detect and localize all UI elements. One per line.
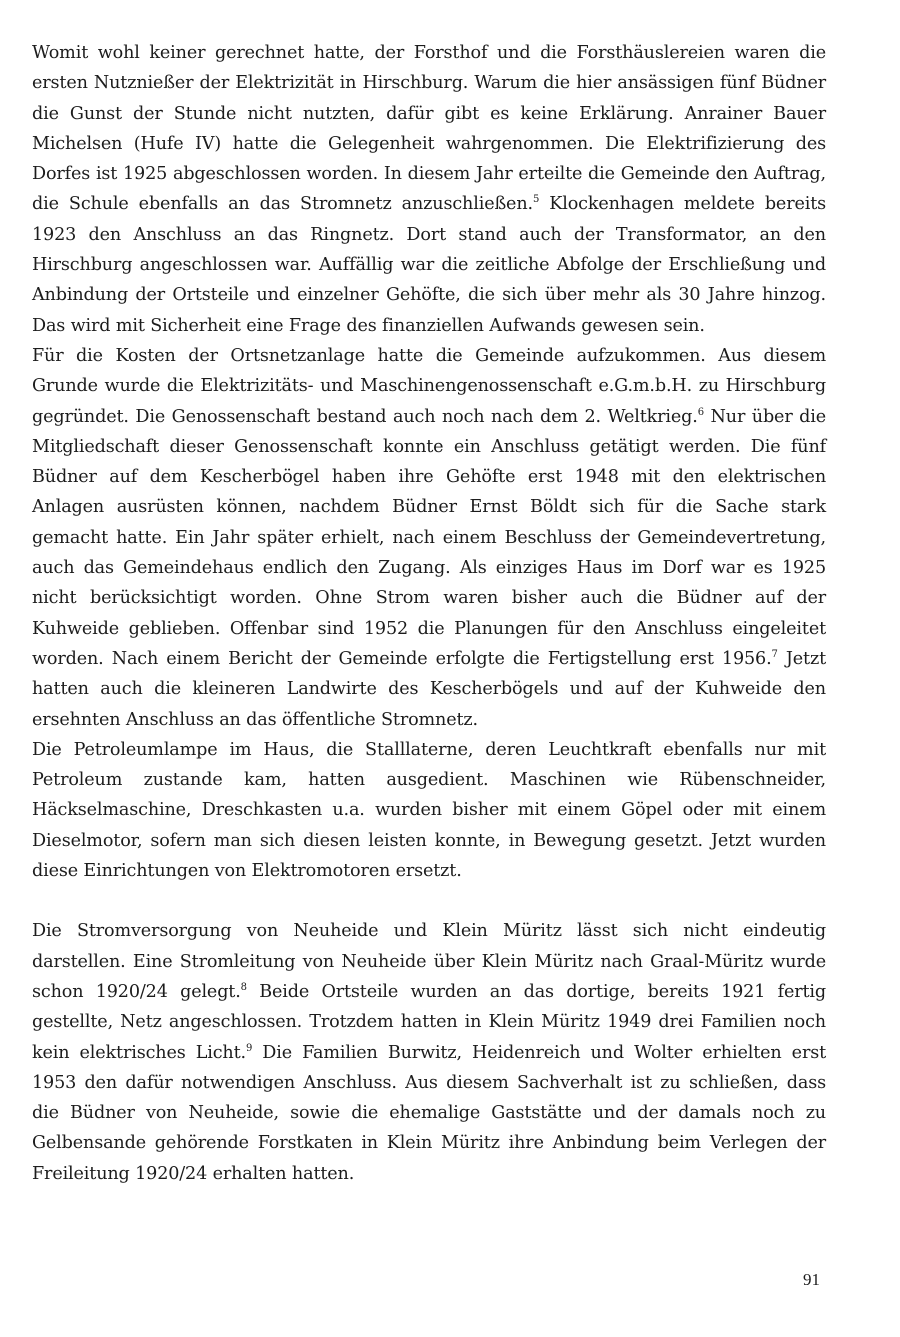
footnote-ref-8: 8 — [240, 981, 247, 993]
paragraph-4 — [32, 916, 826, 1189]
footnote-ref-7: 7 — [771, 648, 778, 660]
paragraph-1-text-2: Klockenhagen meldete bereits 1923 den Anschluss an das Ringnetz. Dort stand auch der Transformator, an den Hirschburg angeschlossen war. Auffällig war die zeitliche Abfolge der Erschließung und Anbindung der Ortsteile und einzelner Gehöfte, die sich über mehr als 30 Jahre hinzog. Das wird mit Sicherheit eine Frage des finanziellen Aufwands gewesen sein. — [32, 194, 826, 336]
paragraph-4-text-1: Die Stromversorgung von Neuheide und Klein Müritz lässt sich nicht eindeutig darstellen. Eine Stromleitung von Neuheide über Klein Müritz nach Graal-Müritz wurde schon 1920/24 gelegt. — [32, 921, 826, 1002]
paragraph-spacer — [32, 886, 826, 916]
footnote-ref-6: 6 — [697, 406, 704, 418]
paragraph-2-text-1: Für die Kosten der Ortsnetzanlage hatte die Gemeinde aufzukommen. Aus diesem Grunde wurde die Elektrizitäts- und Maschinengenossenschaft e.G.m.b.H. zu Hirschburg gegründet. Die Genossenschaft bestand auch noch nach dem 2. Weltkrieg. — [32, 345, 826, 427]
paragraph-1 — [32, 38, 826, 341]
paragraph-2-text-2: Nur über die Mitgliedschaft dieser Genossenschaft konnte ein Anschluss getätigt werden. Die fünf Büdner auf dem Kescherbögel haben ihre Gehöfte erst 1948 mit den elektrischen Anlagen ausrüsten können, nachdem Büdner Ernst Böldt sich für die Sache stark gemacht hatte. Ein Jahr später erhielt, nach einem Beschluss der Gemeindevertretung, auch das Gemeindehaus endlich den Zugang. Als einziges Haus im Dorf war es 1925 nicht berücksichtigt worden. Ohne Strom waren bisher auch die Büdner auf der Kuhweide geblieben. Offenbar sind 1952 die Planungen für den Anschluss eingeleitet worden. Nach einem Bericht der Gemeinde erfolgte die Fertigstellung erst 1956. — [32, 406, 826, 669]
paragraph-2 — [32, 341, 826, 735]
page-number: 91 — [803, 1270, 820, 1289]
footnote-ref-9: 9 — [245, 1042, 253, 1054]
paragraph-2-text-3: Jetzt hatten auch die kleineren Landwirte des Kescherbögels und auf der Kuhweide den ersehnten Anschluss an das öffentliche Stromnetz. — [32, 648, 826, 730]
paragraph-4-text-3: Die Familien Burwitz, Heidenreich und Wolter erhielten erst 1953 den dafür notwendigen Anschluss. Aus diesem Sachverhalt ist zu schließen, dass die Büdner von Neuheide, sowie die ehemalige Gaststätte und der damals noch zu Gelbensande gehörende Forstkaten in Klein Müritz ihre Anbindung beim Verlegen der Freileitung 1920/24 erhalten hatten. — [32, 1042, 826, 1184]
footnote-ref-5: 5 — [532, 194, 540, 206]
paragraph-3-text-1: Die Petroleumlampe im Haus, die Stalllaterne, deren Leuchtkraft ebenfalls nur mit Petroleum zustande kam, hatten ausgedient. Maschinen wie Rübenschneider, Häckselmaschine, Dreschkasten u.a. wurden bisher mit einem Göpel oder mit einem Dieselmotor, sofern man sich diesen leisten konnte, in Bewegung gesetzt. Jetzt wurden diese Einrichtungen von Elektromotoren ersetzt. — [32, 739, 826, 882]
paragraph-1-text-1: Womit wohl keiner gerechnet hatte, der Forsthof und die Forsthäuslereien waren die ersten Nutznießer der Elektrizität in Hirschburg. Warum die hier ansässigen fünf Büdner die Gunst der Stunde nicht nutzten, dafür gibt es keine Erklärung. Anrainer Bauer Michelsen (Hufe IV) hatte die Gelegenheit wahrgenommen. Die Elektrifizierung des Dorfes ist 1925 abgeschlossen worden. In diesem Jahr erteilte die Gemeinde den Auftrag, die Schule ebenfalls an das Stromnetz anzuschließen. — [32, 43, 826, 215]
paragraph-4-text-2: Beide Ortsteile wurden an das dortige, bereits 1921 fertig gestellte, Netz angeschlossen. Trotzdem hatten in Klein Müritz 1949 drei Familien noch kein elektrisches Licht. — [32, 981, 826, 1063]
paragraph-3 — [32, 735, 826, 886]
page-body — [32, 38, 826, 1189]
